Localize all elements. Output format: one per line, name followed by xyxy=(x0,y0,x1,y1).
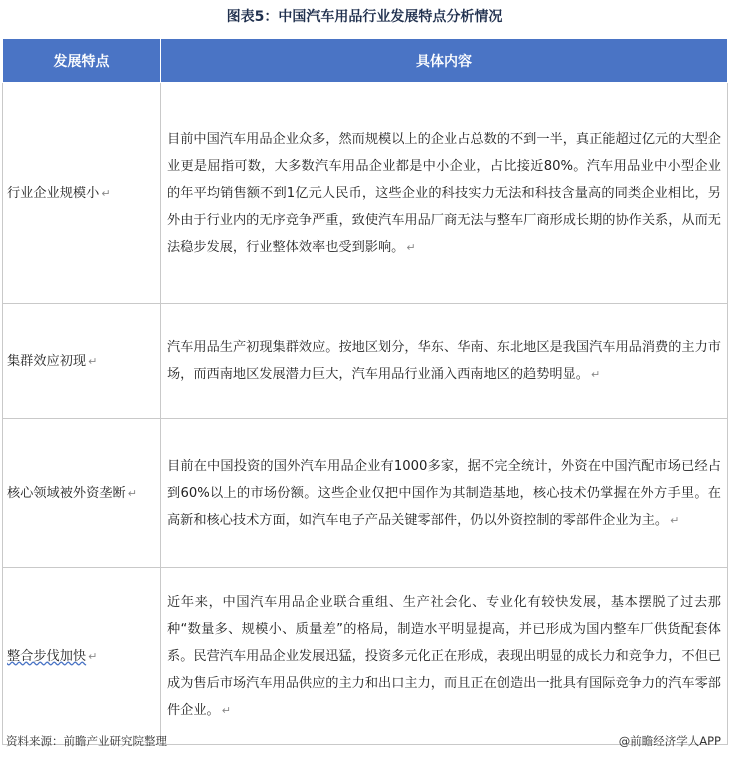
content-cell xyxy=(161,568,728,745)
source-note: 资料来源：前瞻产业研究院整理 xyxy=(6,734,167,748)
feature-label: 集群效应初现 xyxy=(7,353,87,369)
paragraph-mark: ↵ xyxy=(88,649,98,663)
feature-cell xyxy=(3,304,161,419)
paragraph-mark: ↵ xyxy=(221,703,231,717)
content-text: 目前中国汽车用品企业众多，然而规模以上的企业占总数的不到一半，真正能超过亿元的大型企业更是屈指可数，大多数汽车用品企业都是中小企业，占比接近80%。汽车用品业中小型企业的年平均销售额不到1亿元人民币，这些企业的科技实力无法和科技含量高的同类企业相比，另外由于行业内的无序竞争严重，致使汽车用品厂商无法与整车厂商形成长期的协作关系，从而无法稳步发展，行业整体效率也受到影响。 xyxy=(167,131,721,255)
brand-credit: @前瞻经济学人APP xyxy=(618,734,721,748)
content-cell xyxy=(161,304,728,419)
table-header-row xyxy=(3,39,728,83)
feature-cell xyxy=(3,568,161,745)
feature-label: 整合步伐加快 xyxy=(7,648,87,664)
table-row xyxy=(3,568,728,745)
feature-label: 核心领域被外资垄断 xyxy=(7,485,126,501)
table-row xyxy=(3,419,728,568)
table-row xyxy=(3,83,728,304)
feature-cell xyxy=(3,419,161,568)
paragraph-mark: ↵ xyxy=(591,368,601,381)
content-cell xyxy=(161,83,728,304)
chart-title: 图表5：中国汽车用品行业发展特点分析情况 xyxy=(226,9,503,25)
paragraph-mark: ↵ xyxy=(670,513,680,527)
content-text: 汽车用品生产初现集群效应。按地区划分，华东、华南、东北地区是我国汽车用品消费的主力市场，而西南地区发展潜力巨大，汽车用品行业涌入西南地区的趋势明显。 xyxy=(167,340,721,382)
paragraph-mark: ↵ xyxy=(101,186,111,200)
content-text: 近年来，中国汽车用品企业联合重组、生产社会化、专业化有较快发展，基本摆脱了过去那种“数量多、规模小、质量差”的格局，制造水平明显提高，并已形成为国内整车厂供货配套体系。民营汽车用品企业发展迅猛，投资多元化正在形成，表现出明显的成长力和竞争力，不但已成为售后市场汽车用品供应的主力和出口主力，而且正在创造出一批具有国际竞争力的汽车零部件企业。 xyxy=(167,594,721,718)
feature-cell xyxy=(3,83,161,304)
content-text: 目前在中国投资的国外汽车用品企业有1000多家，据不完全统计，外资在中国汽配市场已经占到60%以上的市场份额。这些企业仅把中国作为其制造基地，核心技术仍掌握在外方手里。在高新和核心技术方面，如汽车电子产品关键零部件，仍以外资控制的零部件企业为主。 xyxy=(167,458,721,528)
header-feature: 发展特点 xyxy=(3,39,161,83)
development-features-table xyxy=(2,38,728,745)
paragraph-mark: ↵ xyxy=(127,486,137,500)
feature-label: 行业企业规模小 xyxy=(7,185,100,201)
paragraph-mark: ↵ xyxy=(406,240,416,254)
header-content: 具体内容 xyxy=(161,39,728,83)
paragraph-mark: ↵ xyxy=(88,354,98,368)
content-cell xyxy=(161,419,728,568)
table-row xyxy=(3,304,728,419)
